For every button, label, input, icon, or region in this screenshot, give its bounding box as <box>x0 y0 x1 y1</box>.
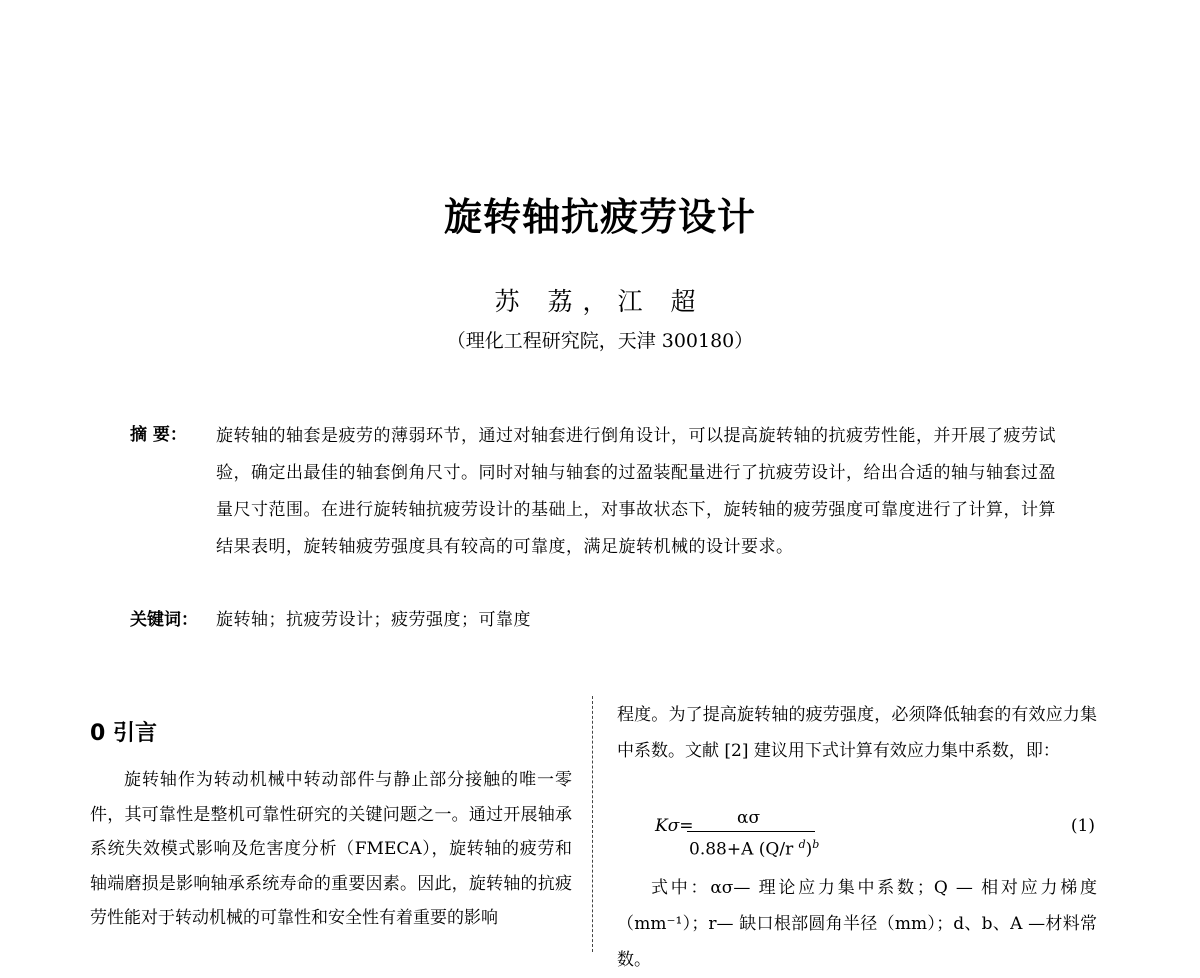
intro-paragraph: 旋转轴作为转动机械中转动部件与静止部分接触的唯一零件，其可靠性是整机可靠性研究的关键问题之一。通过开展轴承系统失效模式影响及危害度分析（FMECA），旋转轴的疲劳和轴端磨损是影响轴承系统寿命的重要因素。因此，旋转轴的抗疲劳性能对于转动机械的可靠性和安全性有着重要的影响 <box>90 770 572 928</box>
column-divider <box>592 696 593 952</box>
equation-number: (1) <box>1070 816 1095 836</box>
equation-denominator <box>689 838 819 860</box>
author-list: 苏 荔，江 超 <box>494 287 706 316</box>
keywords-label: 关键词： <box>130 610 198 630</box>
where-paragraph: 式中：ασ— 理论应力集中系数；Q — 相对应力梯度（mm⁻¹）；r— 缺口根部圆角半径（mm）；d、b、A —材料常数。 <box>617 878 1097 970</box>
equation-1 <box>655 808 1095 868</box>
where-block <box>617 870 1097 978</box>
exponent-d: d <box>798 838 806 851</box>
denominator-close: ) <box>805 839 813 860</box>
equation-lhs: Kσ= <box>655 816 694 836</box>
right-paragraph: 程度。为了提高旋转轴的疲劳强度，必须降低轴套的有效应力集中系数。文献 [2] 建议用下式计算有效应力集中系数，即： <box>617 705 1097 761</box>
affiliation: （理化工程研究院，天津 300180） <box>446 330 754 352</box>
keywords-text: 旋转轴；抗疲劳设计；疲劳强度；可靠度 <box>216 610 531 630</box>
fraction-bar <box>687 831 815 832</box>
abstract-text: 旋转轴的轴套是疲劳的薄弱环节，通过对轴套进行倒角设计，可以提高旋转轴的抗疲劳性能，并开展了疲劳试验，确定出最佳的轴套倒角尺寸。同时对轴与轴套的过盈装配量进行了抗疲劳设计，给出合适的轴与轴套过盈量尺寸范围。在进行旋转轴抗疲劳设计的基础上，对事故状态下，旋转轴的疲劳强度可靠度进行了计算，计算结果表明，旋转轴疲劳强度具有较高的可靠度，满足旋转机械的设计要求。 <box>216 426 1056 557</box>
exponent-b: b <box>812 838 820 851</box>
abstract-label: 摘 要： <box>130 425 187 445</box>
paper-title: 旋转轴抗疲劳设计 <box>443 195 756 239</box>
denominator-base: 0.88+A (Q/r <box>689 839 799 860</box>
section-heading: 0 引言 <box>90 721 157 746</box>
equation-numerator: ασ <box>737 808 761 828</box>
left-column <box>90 763 572 936</box>
right-column <box>617 697 1097 769</box>
